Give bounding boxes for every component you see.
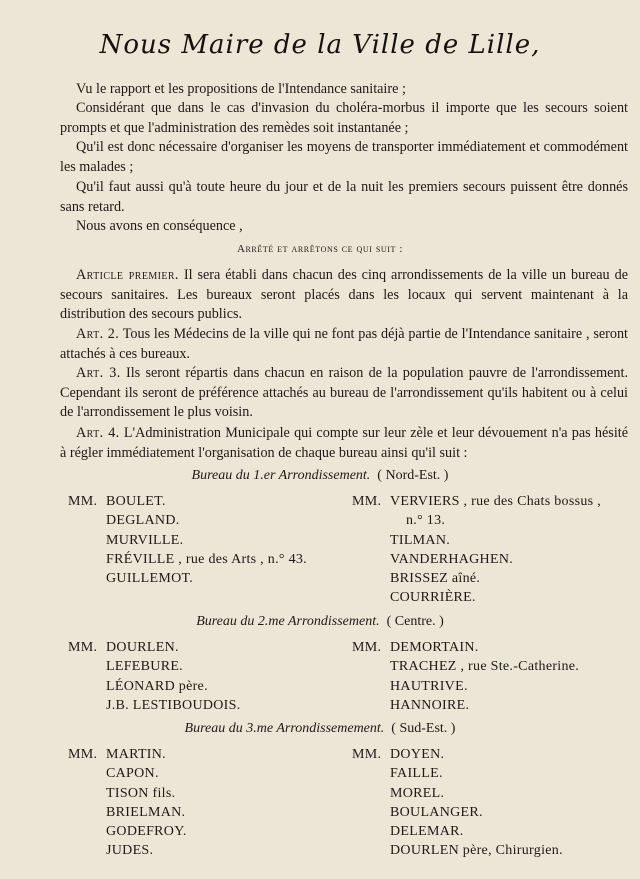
bureau-1-title: Bureau du 1.er Arrondissement. (191, 468, 371, 483)
bureau-1-left-list (68, 492, 307, 588)
list-item: CAPON. (106, 766, 159, 782)
bureau-1-heading (0, 468, 640, 484)
bureau-3-region: ( Sud-Est. ) (391, 721, 456, 736)
list-item: MOREL. (390, 785, 445, 801)
article-2-label: Art. 2. (76, 326, 120, 342)
list-item: VANDERHAGHEN. (390, 551, 514, 567)
mm-prefix: MM. (68, 494, 98, 509)
list-item: TRACHEZ , rue Ste.-Catherine. (390, 659, 580, 675)
list-item: MURVILLE. (106, 532, 184, 548)
list-item: DEMORTAIN. (390, 640, 479, 655)
list-item: n.° 13. (406, 513, 446, 529)
list-item: GUILLEMOT. (106, 571, 194, 587)
list-item: FRÉVILLE , rue des Arts , n.° 43. (106, 551, 307, 567)
bureau-2-heading (0, 614, 640, 630)
article-4-text: L'Administration Municipale qui compte sur leur zèle et leur dévouement n'a pas hésité à régler immédiatement l'organisation de chaque bureau ainsi qu'il suit : (60, 425, 628, 461)
bureau-3-heading (0, 721, 640, 737)
list-item: DOYEN. (390, 747, 445, 762)
article-3-text: Ils seront répartis dans chacun en raison de la population pauvre de l'arrondissement. Cependant ils seront de préférence attachés au bureau de l'arrondissement qu'ils habitent ou à celui de l'arrondissement le plus voisin. (60, 365, 629, 421)
list-item: DOURLEN père, Chirurgien. (390, 843, 563, 859)
article-3-label: Art. 3. (76, 365, 121, 381)
article-4-label: Art. 4. (76, 425, 120, 441)
paragraph-consequence: Nous avons en conséquence , (76, 218, 243, 234)
list-item: HANNOIRE. (390, 697, 470, 713)
list-item: DELEMAR. (390, 824, 464, 840)
bureau-2-left-list (68, 638, 241, 715)
article-1 (60, 266, 628, 325)
bureau-3-title: Bureau du 3.me Arrondissemement. (184, 721, 385, 736)
list-item: JUDES. (106, 843, 154, 859)
list-item: FAILLE. (390, 766, 443, 782)
paragraph-considerant: Considérant que dans le cas d'invasion du choléra-morbus il importe que les secours soient prompts et que l'administration des remèdes soit instantanée ; (60, 100, 628, 136)
bureau-2-title: Bureau du 2.me Arrondissement. (196, 614, 380, 629)
bureau-2-region: ( Centre. ) (386, 614, 444, 629)
list-item: TILMAN. (390, 532, 451, 548)
list-item: J.B. LESTIBOUDOIS. (106, 697, 241, 713)
list-item: VERVIERS , rue des Chats bossus , (390, 494, 601, 509)
list-item: DEGLAND. (106, 513, 180, 529)
list-item: BRISSEZ aîné. (390, 571, 481, 587)
article-4 (60, 424, 628, 463)
list-item: BOULANGER. (390, 804, 483, 820)
mm-prefix: MM. (352, 640, 382, 655)
bureau-1-region: ( Nord-Est. ) (377, 468, 449, 483)
list-item: LEFEBURE. (106, 659, 183, 675)
list-item: TISON fils. (106, 785, 176, 801)
paragraph-vu: Vu le rapport et les propositions de l'Intendance sanitaire ; (76, 81, 406, 97)
article-1-label: Article premier. (76, 267, 179, 283)
mm-prefix: MM. (352, 747, 382, 762)
bureau-2-right-list (352, 638, 579, 715)
mm-prefix: MM. (352, 494, 382, 509)
article-3 (60, 364, 628, 423)
bureau-3-left-list (68, 745, 187, 861)
paragraph-necessaire: Qu'il est donc nécessaire d'organiser les moyens de transporter immédiatement et commodément les malades ; (60, 139, 628, 175)
article-1-text: Il sera établi dans chacun des cinq arrondissements de la ville un bureau de secours sanitaires. Les bureaux seront placés dans les locaux qui servent maintenant à la distribution des secours publics. (60, 267, 628, 323)
list-item: BOULET. (106, 494, 166, 509)
list-item: GODEFROY. (106, 824, 187, 840)
list-item: COURRIÈRE. (390, 590, 476, 606)
mm-prefix: MM. (68, 747, 98, 762)
article-2 (60, 325, 628, 364)
list-item: LÉONARD père. (106, 678, 208, 694)
list-item: HAUTRIVE. (390, 678, 468, 694)
article-2-text: Tous les Médecins de la ville qui ne font pas déjà partie de l'Intendance sanitaire , seront attachés à ces bureaux. (60, 326, 628, 362)
list-item: DOURLEN. (106, 640, 179, 655)
list-item: MARTIN. (106, 747, 166, 762)
paragraph-secours: Qu'il faut aussi qu'à toute heure du jour et de la nuit les premiers secours puissent être donnés sans retard. (60, 179, 628, 215)
list-item: BRIELMAN. (106, 804, 186, 820)
decree-heading: Arrêté et arrêtons ce qui suit : (236, 243, 404, 255)
bureau-1-right-list (352, 492, 601, 608)
mm-prefix: MM. (68, 640, 98, 655)
bureau-3-right-list (352, 745, 563, 861)
page-title: Nous Maire de la Ville de Lille, (99, 30, 541, 60)
